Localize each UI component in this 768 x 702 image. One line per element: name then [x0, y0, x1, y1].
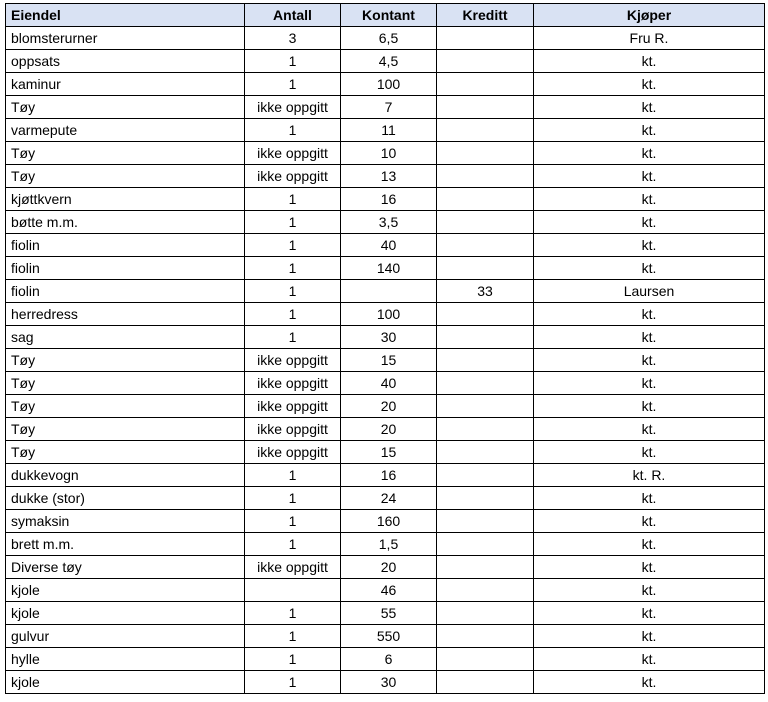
cell-kjoper: kt. [534, 671, 765, 694]
cell-kjoper: kt. [534, 326, 765, 349]
cell-eiendel: fiolin [6, 257, 245, 280]
cell-antall: 1 [245, 671, 341, 694]
cell-kreditt [437, 188, 534, 211]
cell-antall: ikke oppgitt [245, 418, 341, 441]
cell-eiendel: kaminur [6, 73, 245, 96]
cell-eiendel: Tøy [6, 372, 245, 395]
cell-kontant: 20 [341, 418, 437, 441]
cell-antall: ikke oppgitt [245, 556, 341, 579]
cell-eiendel: Tøy [6, 418, 245, 441]
cell-antall: 1 [245, 487, 341, 510]
column-header-kjoper: Kjøper [534, 4, 765, 27]
cell-antall: ikke oppgitt [245, 165, 341, 188]
cell-kreditt [437, 372, 534, 395]
column-header-kreditt: Kreditt [437, 4, 534, 27]
table-row [6, 602, 765, 625]
cell-kreditt [437, 533, 534, 556]
cell-kreditt [437, 27, 534, 50]
cell-kreditt [437, 510, 534, 533]
cell-kontant: 6 [341, 648, 437, 671]
table-row [6, 119, 765, 142]
cell-kontant: 15 [341, 349, 437, 372]
cell-eiendel: gulvur [6, 625, 245, 648]
cell-eiendel: Tøy [6, 96, 245, 119]
cell-kreditt [437, 257, 534, 280]
cell-kreditt [437, 50, 534, 73]
cell-antall: 1 [245, 50, 341, 73]
cell-kreditt: 33 [437, 280, 534, 303]
cell-kontant: 40 [341, 372, 437, 395]
cell-kontant: 100 [341, 73, 437, 96]
table-row [6, 487, 765, 510]
cell-kjoper: kt. [534, 119, 765, 142]
table-row [6, 671, 765, 694]
table-row [6, 648, 765, 671]
cell-antall: 1 [245, 648, 341, 671]
cell-kreditt [437, 602, 534, 625]
cell-kjoper: kt. [534, 441, 765, 464]
cell-kjoper: kt. R. [534, 464, 765, 487]
cell-kreditt [437, 349, 534, 372]
cell-eiendel: Tøy [6, 441, 245, 464]
cell-kjoper: kt. [534, 510, 765, 533]
cell-kjoper: Laursen [534, 280, 765, 303]
cell-kreditt [437, 579, 534, 602]
cell-kreditt [437, 441, 534, 464]
table-row [6, 510, 765, 533]
cell-eiendel: kjole [6, 579, 245, 602]
cell-antall: 1 [245, 257, 341, 280]
cell-eiendel: Tøy [6, 395, 245, 418]
cell-eiendel: herredress [6, 303, 245, 326]
cell-kjoper: kt. [534, 372, 765, 395]
cell-eiendel: Diverse tøy [6, 556, 245, 579]
cell-kreditt [437, 671, 534, 694]
table-row [6, 303, 765, 326]
cell-kontant: 6,5 [341, 27, 437, 50]
cell-kontant: 1,5 [341, 533, 437, 556]
cell-kontant: 100 [341, 303, 437, 326]
table-row [6, 395, 765, 418]
cell-kreditt [437, 556, 534, 579]
cell-kontant: 30 [341, 671, 437, 694]
column-header-antall: Antall [245, 4, 341, 27]
cell-eiendel: dukke (stor) [6, 487, 245, 510]
cell-kontant: 4,5 [341, 50, 437, 73]
cell-eiendel: fiolin [6, 280, 245, 303]
cell-kjoper: kt. [534, 418, 765, 441]
cell-kontant: 20 [341, 395, 437, 418]
cell-eiendel: blomsterurner [6, 27, 245, 50]
cell-kontant: 55 [341, 602, 437, 625]
cell-kontant: 20 [341, 556, 437, 579]
column-header-kontant: Kontant [341, 4, 437, 27]
cell-antall: 1 [245, 119, 341, 142]
cell-antall: 1 [245, 602, 341, 625]
cell-kontant: 16 [341, 188, 437, 211]
cell-kreditt [437, 96, 534, 119]
table-row [6, 142, 765, 165]
cell-kontant: 46 [341, 579, 437, 602]
cell-kjoper: kt. [534, 349, 765, 372]
cell-kjoper: kt. [534, 487, 765, 510]
cell-eiendel: oppsats [6, 50, 245, 73]
cell-kontant: 16 [341, 464, 437, 487]
cell-kjoper: kt. [534, 73, 765, 96]
header-row [6, 4, 765, 27]
cell-antall: 1 [245, 211, 341, 234]
cell-antall: 1 [245, 73, 341, 96]
cell-antall: 1 [245, 533, 341, 556]
cell-kjoper: kt. [534, 579, 765, 602]
cell-kjoper: kt. [534, 234, 765, 257]
cell-antall: 1 [245, 234, 341, 257]
cell-kjoper: Fru R. [534, 27, 765, 50]
cell-kontant: 3,5 [341, 211, 437, 234]
cell-kontant: 10 [341, 142, 437, 165]
cell-kjoper: kt. [534, 533, 765, 556]
cell-kjoper: kt. [534, 188, 765, 211]
cell-antall: ikke oppgitt [245, 441, 341, 464]
cell-kontant: 7 [341, 96, 437, 119]
cell-antall: 1 [245, 303, 341, 326]
cell-antall: ikke oppgitt [245, 372, 341, 395]
cell-kjoper: kt. [534, 602, 765, 625]
cell-kjoper: kt. [534, 165, 765, 188]
table-row [6, 418, 765, 441]
cell-kreditt [437, 211, 534, 234]
cell-antall: ikke oppgitt [245, 395, 341, 418]
cell-kreditt [437, 418, 534, 441]
cell-antall: 1 [245, 625, 341, 648]
cell-kontant: 30 [341, 326, 437, 349]
table-row [6, 188, 765, 211]
cell-kreditt [437, 648, 534, 671]
table-row [6, 257, 765, 280]
cell-antall: 3 [245, 27, 341, 50]
cell-kontant: 11 [341, 119, 437, 142]
cell-eiendel: Tøy [6, 165, 245, 188]
table-row [6, 280, 765, 303]
cell-kontant: 140 [341, 257, 437, 280]
cell-eiendel: bøtte m.m. [6, 211, 245, 234]
cell-kontant: 15 [341, 441, 437, 464]
cell-kontant: 550 [341, 625, 437, 648]
cell-eiendel: brett m.m. [6, 533, 245, 556]
cell-kontant [341, 280, 437, 303]
table-row [6, 372, 765, 395]
cell-kjoper: kt. [534, 625, 765, 648]
table-row [6, 349, 765, 372]
table-row [6, 556, 765, 579]
cell-kreditt [437, 303, 534, 326]
cell-antall: 1 [245, 280, 341, 303]
cell-kontant: 40 [341, 234, 437, 257]
cell-eiendel: Tøy [6, 142, 245, 165]
cell-antall: 1 [245, 510, 341, 533]
cell-antall: ikke oppgitt [245, 349, 341, 372]
table-row [6, 27, 765, 50]
cell-eiendel: fiolin [6, 234, 245, 257]
table-row [6, 441, 765, 464]
table-header [6, 4, 765, 27]
cell-kontant: 24 [341, 487, 437, 510]
column-header-eiendel: Eiendel [6, 4, 245, 27]
cell-kjoper: kt. [534, 257, 765, 280]
cell-eiendel: varmepute [6, 119, 245, 142]
cell-eiendel: dukkevogn [6, 464, 245, 487]
cell-antall [245, 579, 341, 602]
table-row [6, 326, 765, 349]
table-row [6, 165, 765, 188]
cell-eiendel: Tøy [6, 349, 245, 372]
cell-eiendel: sag [6, 326, 245, 349]
cell-antall: 1 [245, 326, 341, 349]
cell-eiendel: kjole [6, 671, 245, 694]
cell-kjoper: kt. [534, 50, 765, 73]
cell-kjoper: kt. [534, 142, 765, 165]
cell-eiendel: kjole [6, 602, 245, 625]
cell-kreditt [437, 165, 534, 188]
cell-kreditt [437, 625, 534, 648]
cell-kreditt [437, 142, 534, 165]
cell-kreditt [437, 395, 534, 418]
cell-kjoper: kt. [534, 395, 765, 418]
cell-kjoper: kt. [534, 96, 765, 119]
cell-antall: ikke oppgitt [245, 96, 341, 119]
cell-kjoper: kt. [534, 211, 765, 234]
cell-kjoper: kt. [534, 648, 765, 671]
table-row [6, 464, 765, 487]
cell-kreditt [437, 119, 534, 142]
cell-kreditt [437, 234, 534, 257]
cell-eiendel: hylle [6, 648, 245, 671]
cell-kreditt [437, 73, 534, 96]
cell-kreditt [437, 464, 534, 487]
table-row [6, 96, 765, 119]
table-row [6, 579, 765, 602]
table-row [6, 211, 765, 234]
cell-antall: 1 [245, 188, 341, 211]
cell-antall: 1 [245, 464, 341, 487]
cell-kjoper: kt. [534, 556, 765, 579]
cell-antall: ikke oppgitt [245, 142, 341, 165]
cell-kontant: 160 [341, 510, 437, 533]
cell-kontant: 13 [341, 165, 437, 188]
cell-kreditt [437, 487, 534, 510]
table-row [6, 50, 765, 73]
table-row [6, 625, 765, 648]
table-row [6, 533, 765, 556]
cell-kjoper: kt. [534, 303, 765, 326]
cell-eiendel: symaksin [6, 510, 245, 533]
estate-sale-table [5, 3, 765, 694]
table-body [6, 27, 765, 694]
table-row [6, 73, 765, 96]
cell-eiendel: kjøttkvern [6, 188, 245, 211]
cell-kreditt [437, 326, 534, 349]
table-row [6, 234, 765, 257]
